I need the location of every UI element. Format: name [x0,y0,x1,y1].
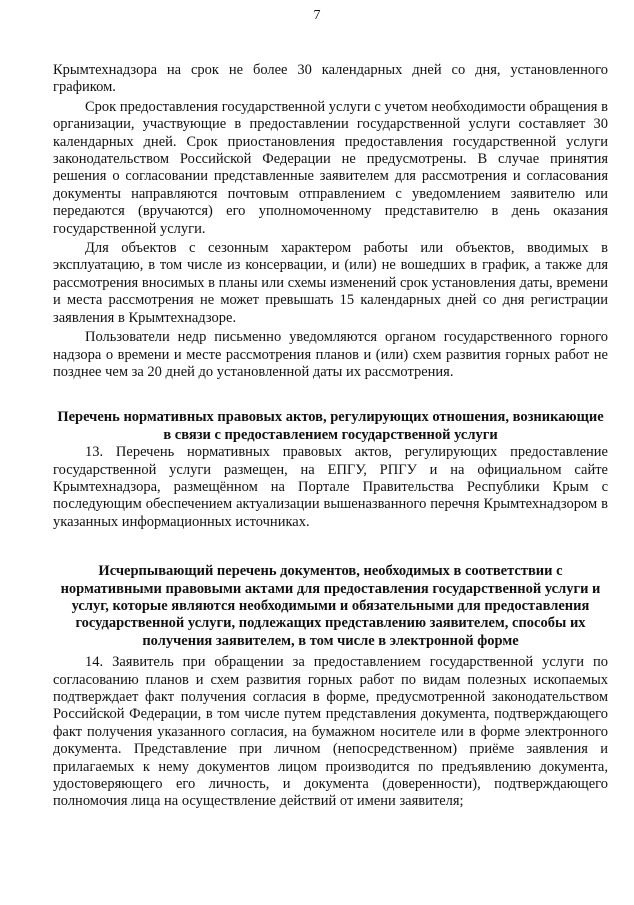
page-content [53,62,608,813]
paragraph-notification: Пользователи недр письменно уведомляются органом государственного горного надзора о времени и месте рассмотрения планов и (или) схем развития горных работ не позднее чем за 20 дней до установленной даты их рассмотрения. [53,329,608,380]
paragraph-13: 13. Перечень нормативных правовых актов, регулирующих предоставление государственной услуги размещен, на ЕПГУ, РПГУ и на официальном сайте Крымтехнадзора, размещённом на Портале Правительства Республики Крым с последующим обеспечением актуализации вышеназванного перечня Крымтехнадзором в указанных информационных источниках. [53,444,608,530]
paragraph-14: 14. Заявитель при обращении за предоставлением государственной услуги по согласованию планов и схем развития горных работ по видам полезных ископаемых подтверждает факт получения согласия в форме, предусмотренной законодательством Российской Федерации, в том числе путем представления документа, подтверждающего факт получения указанного согласия, на бумажном носителе или в форме электронного документа. Представление при личном (непосредственном) приёме заявления и прилагаемых к нему документов лицом производится по предъявлению документа, удостоверяющего его личность, и документа (доверенности), подтверждающего полномочия лица на осуществление действий от имени заявителя; [53,654,608,810]
paragraph-continuation: Крымтехнадзора на срок не более 30 календарных дней со дня, установленного графиком. [53,62,608,96]
section-heading-legal-acts: Перечень нормативных правовых актов, регулирующих отношения, возникающие в связи с предоставлением государственной услуги [57,409,604,443]
paragraph-service-term: Срок предоставления государственной услуги с учетом необходимости обращения в организации, участвующие в предоставлении государственной услуги составляет 30 календарных дней. Срок приостановления предоставления государственной услуги законодательством Российской Федерации не предусмотрены. В случае принятия решения о согласовании представленные заявителем для рассмотрения и согласования документы направляются почтовым отправлением с уведомлением заявителю или передаются (вручаются) его уполномоченному представителю в день оказания государственной услуги. [53,98,608,237]
paragraph-seasonal-objects: Для объектов с сезонным характером работы или объектов, вводимых в эксплуатацию, в том числе из консервации, и (или) не вошедших в график, а также для рассмотрения вносимых в планы или схемы изменений срок установления даты, времени и места рассмотрения не может превышать 15 календарных дней со дня регистрации заявления в Крымтехнадзоре. [53,240,608,326]
page-number: 7 [313,8,321,23]
section-heading-documents: Исчерпывающий перечень документов, необходимых в соответствии с нормативными правовыми актами для предоставления государственной услуги и услуг, которые являются необходимыми и обязательными для предоставления государственной услуги, подлежащих представлению заявителем, способы их получения заявителем, в том числе в электронной форме [60,563,601,649]
